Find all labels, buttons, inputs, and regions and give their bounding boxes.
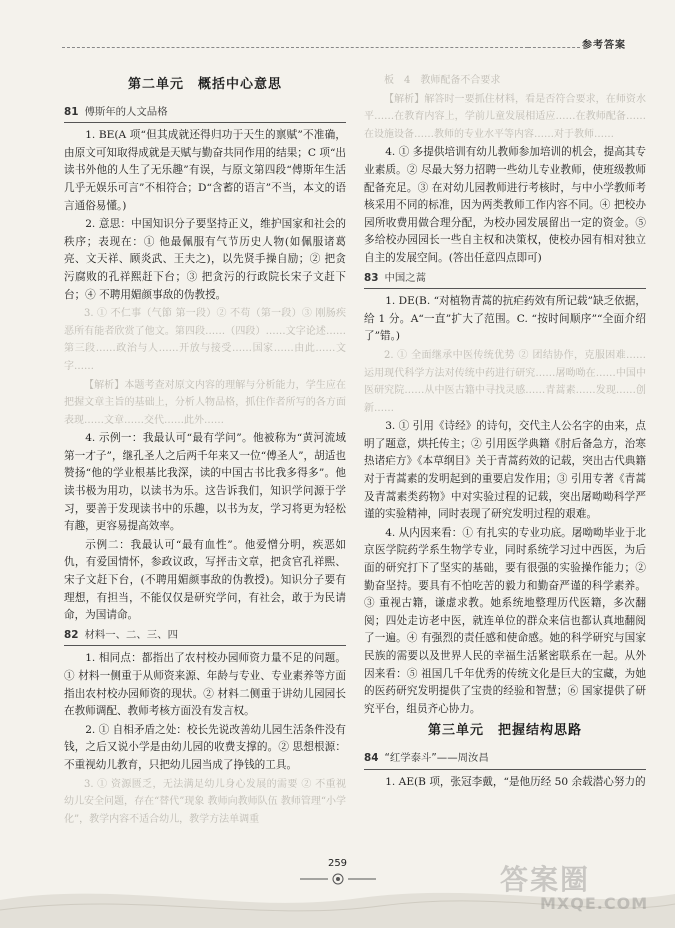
answer-82-3-faded: 3. ① 资源匮乏，无法满足幼儿身心发展的需要 ② 不重视幼儿安全问题，存在“替代”现象 教师向教师队伍 教师管理“小学化”，教学内容不适合幼儿，教学方法单调重 bbox=[64, 778, 346, 825]
answer-81-4-example-2: 示例二：我最认可“最有血性”。他爱憎分明，疾恶如仇，有爱国情怀，参政议政，写抨击文章，把贪官孔祥熙、宋子文赶下台，(不聘用媚颜事敌的伪教授)。知识分子要有理想，有担当，不能仅仅是研究学问，有社会，敢于为民请命，为国请命。 bbox=[64, 538, 346, 622]
analysis-82-faded: 【解析】解答时一要抓住材料，看是否符合要求，在师资水平……在教育内容上，学前儿童发展相适应……在教师配备……在设施设备……教师的专业水平等内容……对于教师…… bbox=[364, 93, 646, 140]
answer-83-1: 1. DE(B. “对植物青蒿的抗疟药效有所记载”缺乏依据，给 1 分。A“一直”扩大了范围。C. “按时间顺序”“全面介绍了”错。) bbox=[364, 295, 646, 343]
analysis-81-faded: 【解析】本题考查对原文内容的理解与分析能力，学生应在把握文章主旨的基础上，分析人物品格，抓住作者所写的各方面表现……文章……交代……此外…… bbox=[64, 379, 346, 426]
section-81-heading bbox=[64, 104, 346, 124]
answer-84-1: 1. AE(B 项，张冠李戴，“是他历经 50 余载潜心努力的 bbox=[385, 775, 646, 788]
page-number: 259 bbox=[327, 858, 348, 869]
unit-title-2: 第二单元 概括中心意思 bbox=[127, 77, 282, 92]
answer-82-1: 1. 相同点：都指出了农村校办园师资力量不足的问题。① 材料一侧重于从师资来源、年龄与专业、专业素养等方面指出农村校办园师资的现状。② 材料二侧重于讲幼儿园园长在教师调配、教师考核方面没有发言权。 bbox=[64, 652, 346, 718]
page-ornament-icon bbox=[300, 872, 376, 886]
section-title: 中国之蒿 bbox=[384, 271, 427, 284]
section-number: 83 bbox=[364, 271, 379, 284]
answer-83-4: 4. 从内因来看：① 有扎实的专业功底。屠呦呦毕业于北京医学院药学系生物学专业，同时系统学习过中西医，为后面的研究打下了坚实的基础，要有很强的实验操作能力；② 勤奋坚持。要具有不怕吃苦的毅力和勤奋严谨的科学素养。③ 重视古籍，谦虚求教。她系统地整理历代医籍，多次翻阅；四处走访老中医，就连单位的群众来信也都认真地翻阅了一遍。④ 有强烈的责任感和使命感。她的科学研究与国家民族的需要以及世界人民的幸福生活紧密联系在一起。从外因来看：⑤ 祖国几千年优秀的传统文化是巨大的宝藏，为她的医药研究发明提供了宝贵的经验和智慧；⑥ 国家提供了研究平台，组员齐心协力。 bbox=[364, 526, 646, 715]
unit-title-3: 第三单元 把握结构思路 bbox=[427, 723, 582, 739]
section-82-heading bbox=[64, 627, 346, 647]
answer-82-3-continued-faded: 板 4 教师配备不合要求 bbox=[384, 75, 501, 86]
left-column bbox=[64, 72, 346, 829]
section-number: 82 bbox=[64, 628, 79, 641]
header-rule bbox=[62, 47, 528, 48]
section-number: 84 bbox=[364, 751, 379, 764]
watermark-logo: 答案圈 bbox=[500, 863, 591, 896]
header-label: 参考答案 bbox=[582, 40, 626, 51]
answer-81-4-example-1: 4. 示例一：我最认可“最有学问”。他被称为“黄河流域第一才子”，继孔圣人之后两千年来又一位“傅圣人”，胡适也赞扬“他的学业根基比我深，读的中国古书比我多得多”。他读书极为用功，以读书为乐。这告诉我们，知识学问源于学习，要善于发现读书中的乐趣，以书为友，学习将更为轻松有趣，更容易提高效率。 bbox=[64, 432, 346, 533]
answer-83-3: 3. ① 引用《诗经》的诗句，交代主人公名字的由来，点明了题意，烘托传主；② 引用医学典籍《肘后备急方，治寒热诸疟方》《本草纲目》关于青蒿药效的记载，突出古代典籍对于青蒿素的发明起到的重要启发作用；③ 引用专著《青蒿及青蒿素类药物》中对实验过程的记载，突出屠呦呦科学严谨的实验精神，同时表现了研究发明过程的艰难。 bbox=[364, 420, 646, 521]
section-title: 傅斯年的人文品格 bbox=[84, 105, 168, 118]
answer-81-3-faded: 3. ① 不仁事（气節 第一段）② 不苟（第一段）③ 刚肠疾恶所有能者欣赏了他文。第四段……（四段）……文字论述……第三段……政治与人……开放与接受……国家……由此……文字…… bbox=[64, 308, 346, 372]
answer-81-2: 2. 意思：中国知识分子要坚持正义，维护国家和社会的秩序；表现在：① 他最佩服有气节历史人物(如佩服诸葛亮、文天祥、顾炎武、王夫之)，以先贤手操自励；② 把贪污腐败的孔祥熙赶下台；③ 把贪污的行政院长宋子文赶下台；④ 不聘用媚颜事敌的伪教授。 bbox=[64, 218, 346, 301]
watermark-url: MXQE.COM bbox=[540, 894, 649, 913]
section-number: 81 bbox=[64, 105, 79, 118]
right-column bbox=[364, 72, 646, 792]
section-title: “红学泰斗”——周汝昌 bbox=[384, 751, 489, 764]
section-83-heading bbox=[364, 270, 646, 290]
answer-82-2: 2. ① 自相矛盾之处：校长先说改善幼儿园生活条件没有钱，之后又说小学是由幼儿园的收费支撑的。② 思想根源：不重视幼儿教育，只把幼儿园当成了挣钱的工具。 bbox=[64, 723, 346, 771]
section-84-heading bbox=[364, 750, 646, 770]
answer-81-1: 1. BE(A 项“但其成就还得归功于天生的禀赋”不准确，由原文可知取得成就是天赋与勤奋共同作用的结果；C 项“出读书外他的人生了无乐趣”有误，与原文第四段“傅斯年生活几乎无娱乐可言”不相符合；D“含蓄的语言”不当，本文的语言通俗易懂。) bbox=[64, 129, 346, 212]
header-rule-right bbox=[528, 47, 580, 48]
section-title: 材料一、二、三、四 bbox=[84, 628, 178, 641]
answer-83-2-faded: 2. ① 全面继承中医传统优势 ② 团结协作，克服困难……运用现代科学方法对传统中药进行研究……屠呦呦在……中国中医研究院……从中医古籍中寻找灵感……青蒿素……发现……创新…… bbox=[364, 349, 646, 414]
answer-82-4: 4. ① 多提供培训有幼儿教师参加培训的机会，提高其专业素质。② 尽最大努力招聘一些幼儿专业教师，使班级教师配备充足。③ 在对幼儿园教师进行考核时，与中小学教师考核采用不同的标准，因为两类教师工作内容不同。④ 把校办园所收费用做合理分配，为校办园发展留出一定的资金。⑤ 多给校办园园长一些自主权和决策权，使校办园有相对独立自主的发展空间。(答出任意四点即可) bbox=[364, 146, 646, 264]
